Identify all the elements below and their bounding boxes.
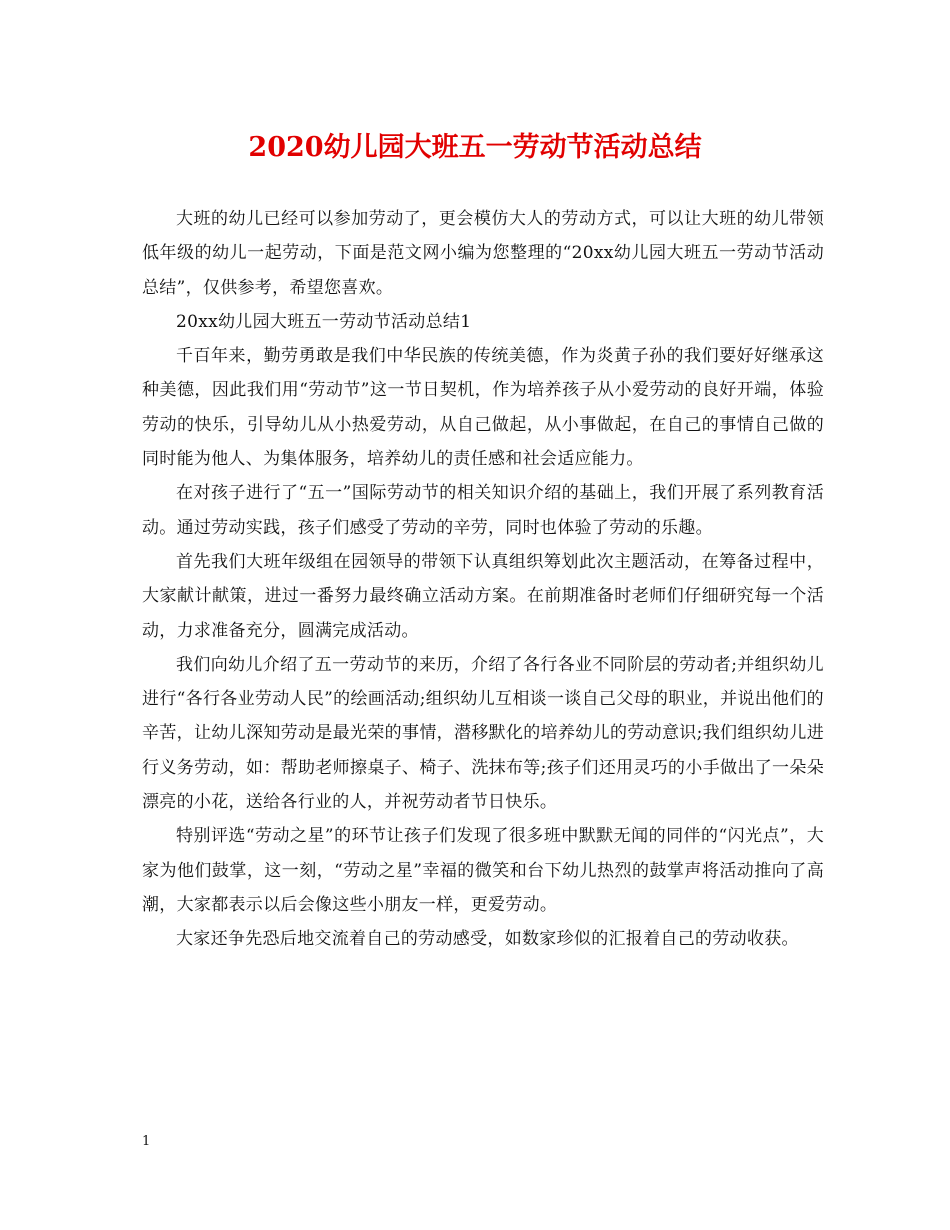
paragraph: 在对孩子进行了“五一”国际劳动节的相关知识介绍的基础上，我们开展了系列教育活动。通过劳动实践，孩子们感受了劳动的辛劳，同时也体验了劳动的乐趣。 [142,483,824,538]
paragraph: 我们向幼儿介绍了五一劳动节的来历，介绍了各行各业不同阶层的劳动者;并组织幼儿进行“各行各业劳动人民”的绘画活动;组织幼儿互相谈一谈自己父母的职业，并说出他们的辛苦，让幼儿深知劳动是最光荣的事情，潜移默化的培养幼儿的劳动意识;我们组织幼儿进行义务劳动，如：帮助老师擦桌子、椅子、洗抹布等;孩子们还用灵巧的小手做出了一朵朵漂亮的小花，送给各行业的人，并祝劳动者节日快乐。 [142,654,824,813]
paragraph: 千百年来，勤劳勇敢是我们中华民族的传统美德，作为炎黄子孙的我们要好好继承这种美德，因此我们用“劳动节”这一节日契机，作为培养孩子从小爱劳动的良好开端，体验劳动的快乐，引导幼儿从小热爱劳动，从自己做起，从小事做起，在自己的事情自己做的同时能为他人、为集体服务，培养幼儿的责任感和社会适应能力。 [142,346,824,470]
page-number: 1 [142,1134,151,1149]
document-title: 2020幼儿园大班五一劳动节活动总结 [248,132,702,163]
section-heading: 20xx幼儿园大班五一劳动节活动总结1 [176,311,472,332]
paragraph: 大家还争先恐后地交流着自己的劳动感受，如数家珍似的汇报着自己的劳动收获。 [176,929,799,950]
paragraph: 特别评选“劳动之星”的环节让孩子们发现了很多班中默默无闻的同伴的“闪光点”，大家为他们鼓掌，这一刻，“劳动之星”幸福的微笑和台下幼儿热烈的鼓掌声将活动推向了高潮，大家都表示以后会像这些小朋友一样，更爱劳动。 [142,826,824,915]
paragraph: 首先我们大班年级组在园领导的带领下认真组织筹划此次主题活动，在筹备过程中，大家献计献策，进过一番努力最终确立活动方案。在前期准备时老师们仔细研究每一个活动，力求准备充分，圆满完成活动。 [142,551,824,641]
paragraph-intro: 大班的幼儿已经可以参加劳动了，更会模仿大人的劳动方式，可以让大班的幼儿带领低年级的幼儿一起劳动，下面是范文网小编为您整理的“20xx幼儿园大班五一劳动节活动总结”，仅供参考，希望您喜欢。 [142,209,824,298]
document-body [142,202,824,957]
